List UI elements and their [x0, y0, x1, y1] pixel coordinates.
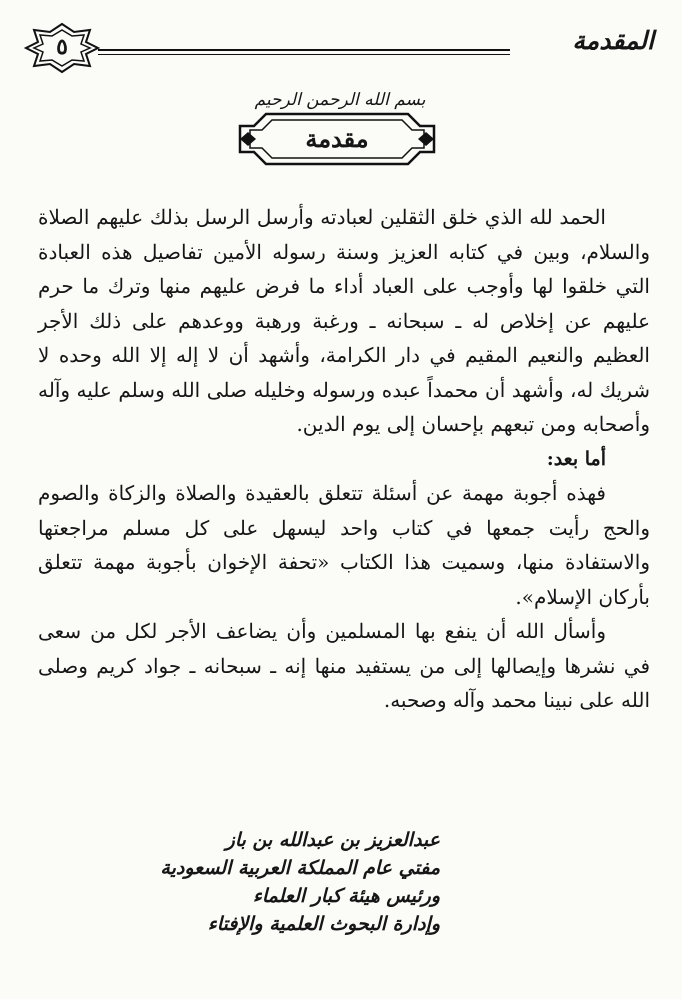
signature-title-3: وإدارة البحوث العلمية والإفتاء — [207, 913, 440, 935]
signature-title-2: ورئيس هيئة كبار العلماء — [252, 885, 440, 907]
page-number-badge — [24, 22, 100, 74]
intro-paragraph: الحمد لله الذي خلق الثقلين لعبادته وأرسل الرسل بذلك عليهم الصلاة والسلام، وبين في كتابه العزيز وسنة رسوله الأمين تفاصيل هذه العبادة التي خلقوا لها وأوجب على العباد أداء ما فرض عليهم منها وترك ما حرم عليهم عن إخلاص له ـ سبحانه ـ ورغبة ورهبة ووعدهم على ذلك الأجر العظيم والنعيم المقيم في دار الكرامة، وأشهد أن لا إله إلا الله وحده لا شريك له، وأشهد أن محمداً عبده ورسوله وخليله صلى الله وسلم عليه وآله وأصحابه ومن تبعهم بإحسان إلى يوم الدين. — [38, 205, 650, 436]
main-text — [38, 200, 650, 718]
page-header — [22, 22, 660, 72]
signature-title-1: مفتي عام المملكة العربية السعودية — [160, 857, 440, 879]
page-number: ٥ — [56, 34, 68, 60]
basmala: بسم الله الرحمن الرحيم — [254, 90, 426, 110]
paragraph-2: فهذه أجوبة مهمة عن أسئلة تتعلق بالعقيدة والصلاة والزكاة والصوم والحج رأيت جمعها في كتاب واحد ليسهل على كل مسلم مراجعتها والاستفادة منها، وسميت هذا الكتاب «تحفة الإخوان بأجوبة مهمة تتعلق بأركان الإسلام». — [38, 481, 650, 609]
section-title: مقدمة — [305, 124, 369, 153]
signature-name: عبدالعزيز بن عبدالله بن باز — [225, 829, 440, 851]
header-rule — [98, 49, 510, 55]
subheading: أما بعد: — [546, 447, 606, 470]
paragraph-3: وأسأل الله أن ينفع بها المسلمين وأن يضاعف الأجر لكل من سعى في نشرها وإيصالها إلى من يستفيد منها إنه ـ سبحانه ـ جواد كريم وصلى الله على نبينا محمد وآله وصحبه. — [38, 619, 650, 712]
running-title: المقدمة — [572, 26, 654, 55]
signature-block — [100, 826, 440, 938]
